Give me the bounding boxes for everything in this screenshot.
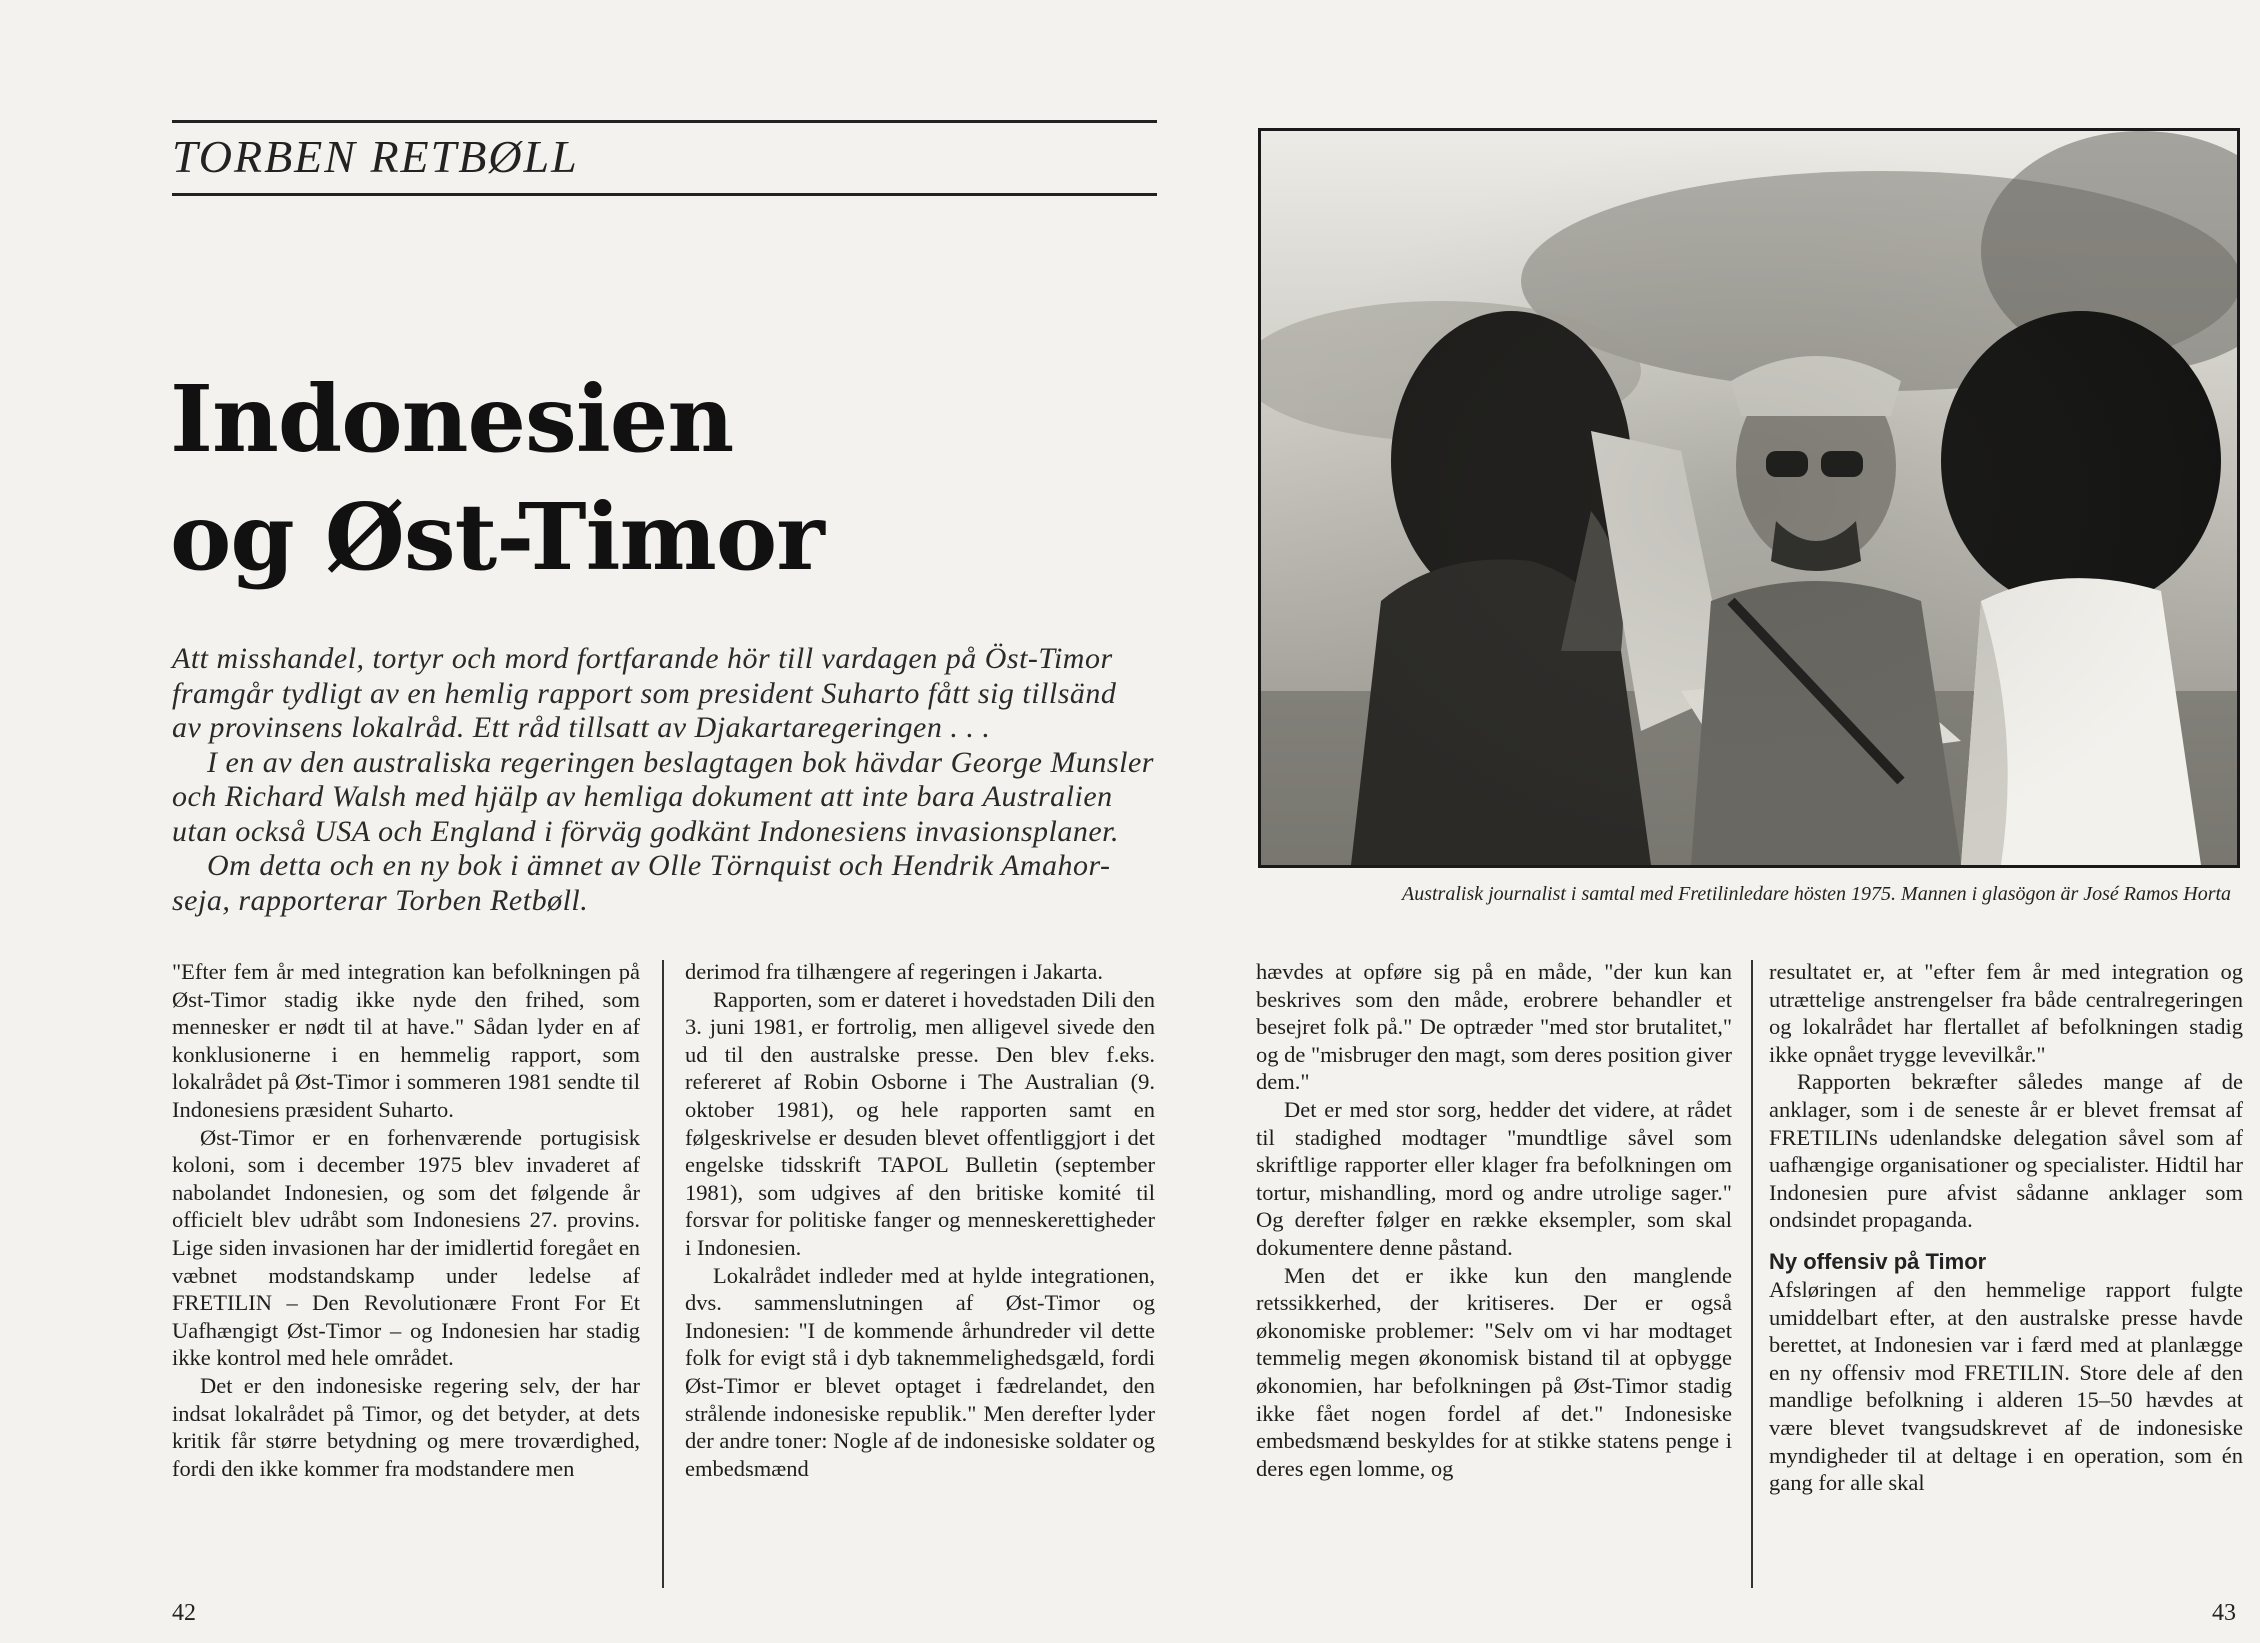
article-title [170, 360, 1070, 596]
paragraph: Lokalrådet indleder med at hylde integrationen, dvs. sammenslutningen af Øst-Timor og Indonesien: "I de kommende århundreder vil dette folk for evigt stå i dyb taknemmelighedsgæld, fordi Øst-Timor er blevet optaget i fædrelandet, den strålende indonesiske republik." Men derefter lyder der andre toner: Nogle af de indonesiske soldater og embedsmænd [685, 1262, 1155, 1481]
paragraph: Rapporten, som er dateret i hovedstaden Dili den 3. juni 1981, er fortrolig, men alligevel sivede den ud til den australske presse. Den blev f.eks. refereret af Robin Osborne i The Australian (9. oktober 1981), og hele rapporten samt en følgeskrivelse er desuden blevet offentliggjort i det engelske tidsskrift TAPOL Bulletin (september 1981), som udgives af den britiske komité til forsvar for politiske fanger og menneskerettigheder i Indonesien. [685, 986, 1155, 1260]
title-line-2: og Øst-Timor [170, 483, 824, 591]
paragraph: hævdes at opføre sig på en måde, "der kun kan beskrives som den måde, erobrere behandler et besejret folk på." De optræder "med stor brutalitet," og de "misbruger den magt, som deres position giver dem." [1256, 959, 1732, 1095]
author-top-rule [172, 120, 1157, 123]
subheading: Ny offensiv på Timor [1769, 1248, 1987, 1274]
lede-line: Att misshandel, tortyr och mord fortfarande hör till vardagen på Öst-Timor [172, 642, 1113, 675]
column-divider [662, 960, 664, 1588]
lede-line: framgår tydligt av en hemlig rapport som president Suharto fått sig tillsänd [172, 676, 1117, 710]
photograph [1258, 128, 2240, 868]
photo-caption [1402, 882, 2232, 906]
text-column-3 [1256, 958, 1732, 1482]
lede-line: och Richard Walsh med hjälp av hemliga dokument att inte bara Australien [172, 780, 1113, 813]
lede-line: utan också USA och England i förväg godkänt Indonesiens invasionsplaner. [172, 814, 1120, 848]
paragraph: "Efter fem år med integration kan befolkningen på Øst-Timor stadig ikke nyde den frihed, som mennesker er nødt til at have." Sådan lyder en af konklusionerne i en hemmelig rapport, som lokalrådet på Øst-Timor i sommeren 1981 sendte til Indonesiens præsident Suharto. [172, 959, 640, 1122]
author-byline: TORBEN RETBØLL [172, 131, 579, 182]
paragraph: Det er den indonesiske regering selv, der har indsat lokalrådet på Timor, og det betyder, at dets kritik får større betydning og mere troværdighed, fordi den ikke kommer fra modstandere men [172, 1372, 640, 1481]
photo-illustration [1261, 131, 2237, 865]
page-number: 43 [2212, 1600, 2236, 1626]
paragraph: Afsløringen af den hemmelige rapport fulgte umiddelbart efter, at den australske presse havde berettet, at Indonesien var i færd med at planlægge en ny offensiv mod FRETILIN. Store dele af den mandlige befolkning i alderen 15–50 hævdes at være blevet tvangsudskrevet af de indonesiske myndigheder til at deltage i en operation, som én gang for alle skal [1769, 1276, 2243, 1496]
text-column-2 [685, 958, 1155, 1482]
text-column-1 [172, 958, 640, 1482]
paragraph: Men det er ikke kun den manglende retssikkerhed, der kritiseres. Der er også økonomiske problemer: "Selv om vi har modtaget temmelig megen økonomisk bistand til at opbygge økonomien, har befolkningen på Øst-Timor stadig ikke fået nogen fordel af det." Indonesiske embedsmænd beskyldes for at stikke statens penge i deres egen lomme, og [1256, 1262, 1732, 1481]
paragraph: derimod fra tilhængere af regeringen i Jakarta. [685, 959, 1103, 984]
paragraph: Øst-Timor er en forhenværende portugisisk koloni, som i december 1975 blev invaderet af nabolandet Indonesien, og som det følgende år officielt blev udråbt som Indonesiens 27. provins. Lige siden invasionen har der imidlertid foregået en væbnet modstandskamp under ledelse af FRETILIN – Den Revolutionære Front For Et Uafhængigt Øst-Timor – og Indonesien har stadig ikke kontrol med hele området. [172, 1124, 640, 1371]
author-bottom-rule [172, 193, 1157, 196]
caption-text: Australisk journalist i samtal med Fretilinledare hösten 1975. Mannen i glasögon är José Ramos Horta [1402, 883, 2232, 905]
title-line-1: Indonesien [170, 365, 734, 473]
paragraph: resultatet er, at "efter fem år med integration og utrættelige anstrengelser fra både centralregeringen og lokalrådet har flertallet af befolkningen stadig ikke opnået trygge levevilkår." [1769, 959, 2243, 1067]
lede-line: av provinsens lokalråd. Ett råd tillsatt av Djakartaregeringen . . . [172, 711, 991, 744]
page-number: 42 [172, 1600, 196, 1626]
article-lede [172, 642, 1162, 918]
paragraph: Det er med stor sorg, hedder det videre, at rådet til stadighed modtager "mundtlige såvel som skriftlige rapporter eller klager fra befolkningen om tortur, mishandling, mord og andre utrolige sager." Og derefter følger en række eksempler, som skal dokumentere denne påstand. [1256, 1096, 1732, 1260]
column-divider [1751, 960, 1753, 1588]
lede-line: Om detta och en ny bok i ämnet av Olle Törnquist och Hendrik Amahor- [207, 849, 1111, 882]
text-column-4 [1769, 958, 2243, 1497]
lede-line: I en av den australiska regeringen beslagtagen bok hävdar George Munsler [207, 745, 1154, 779]
paragraph: Rapporten bekræfter således mange af de anklager, som i de seneste år er blevet fremsat af FRETILINs udenlandske delegation såvel som af uafhængige organisationer og specialister. Hidtil har Indonesien pure afvist sådanne anklager som ondsindet propaganda. [1769, 1069, 2243, 1233]
right-page [1220, 0, 2260, 1643]
lede-line: seja, rapporterar Torben Retbøll. [172, 883, 589, 917]
